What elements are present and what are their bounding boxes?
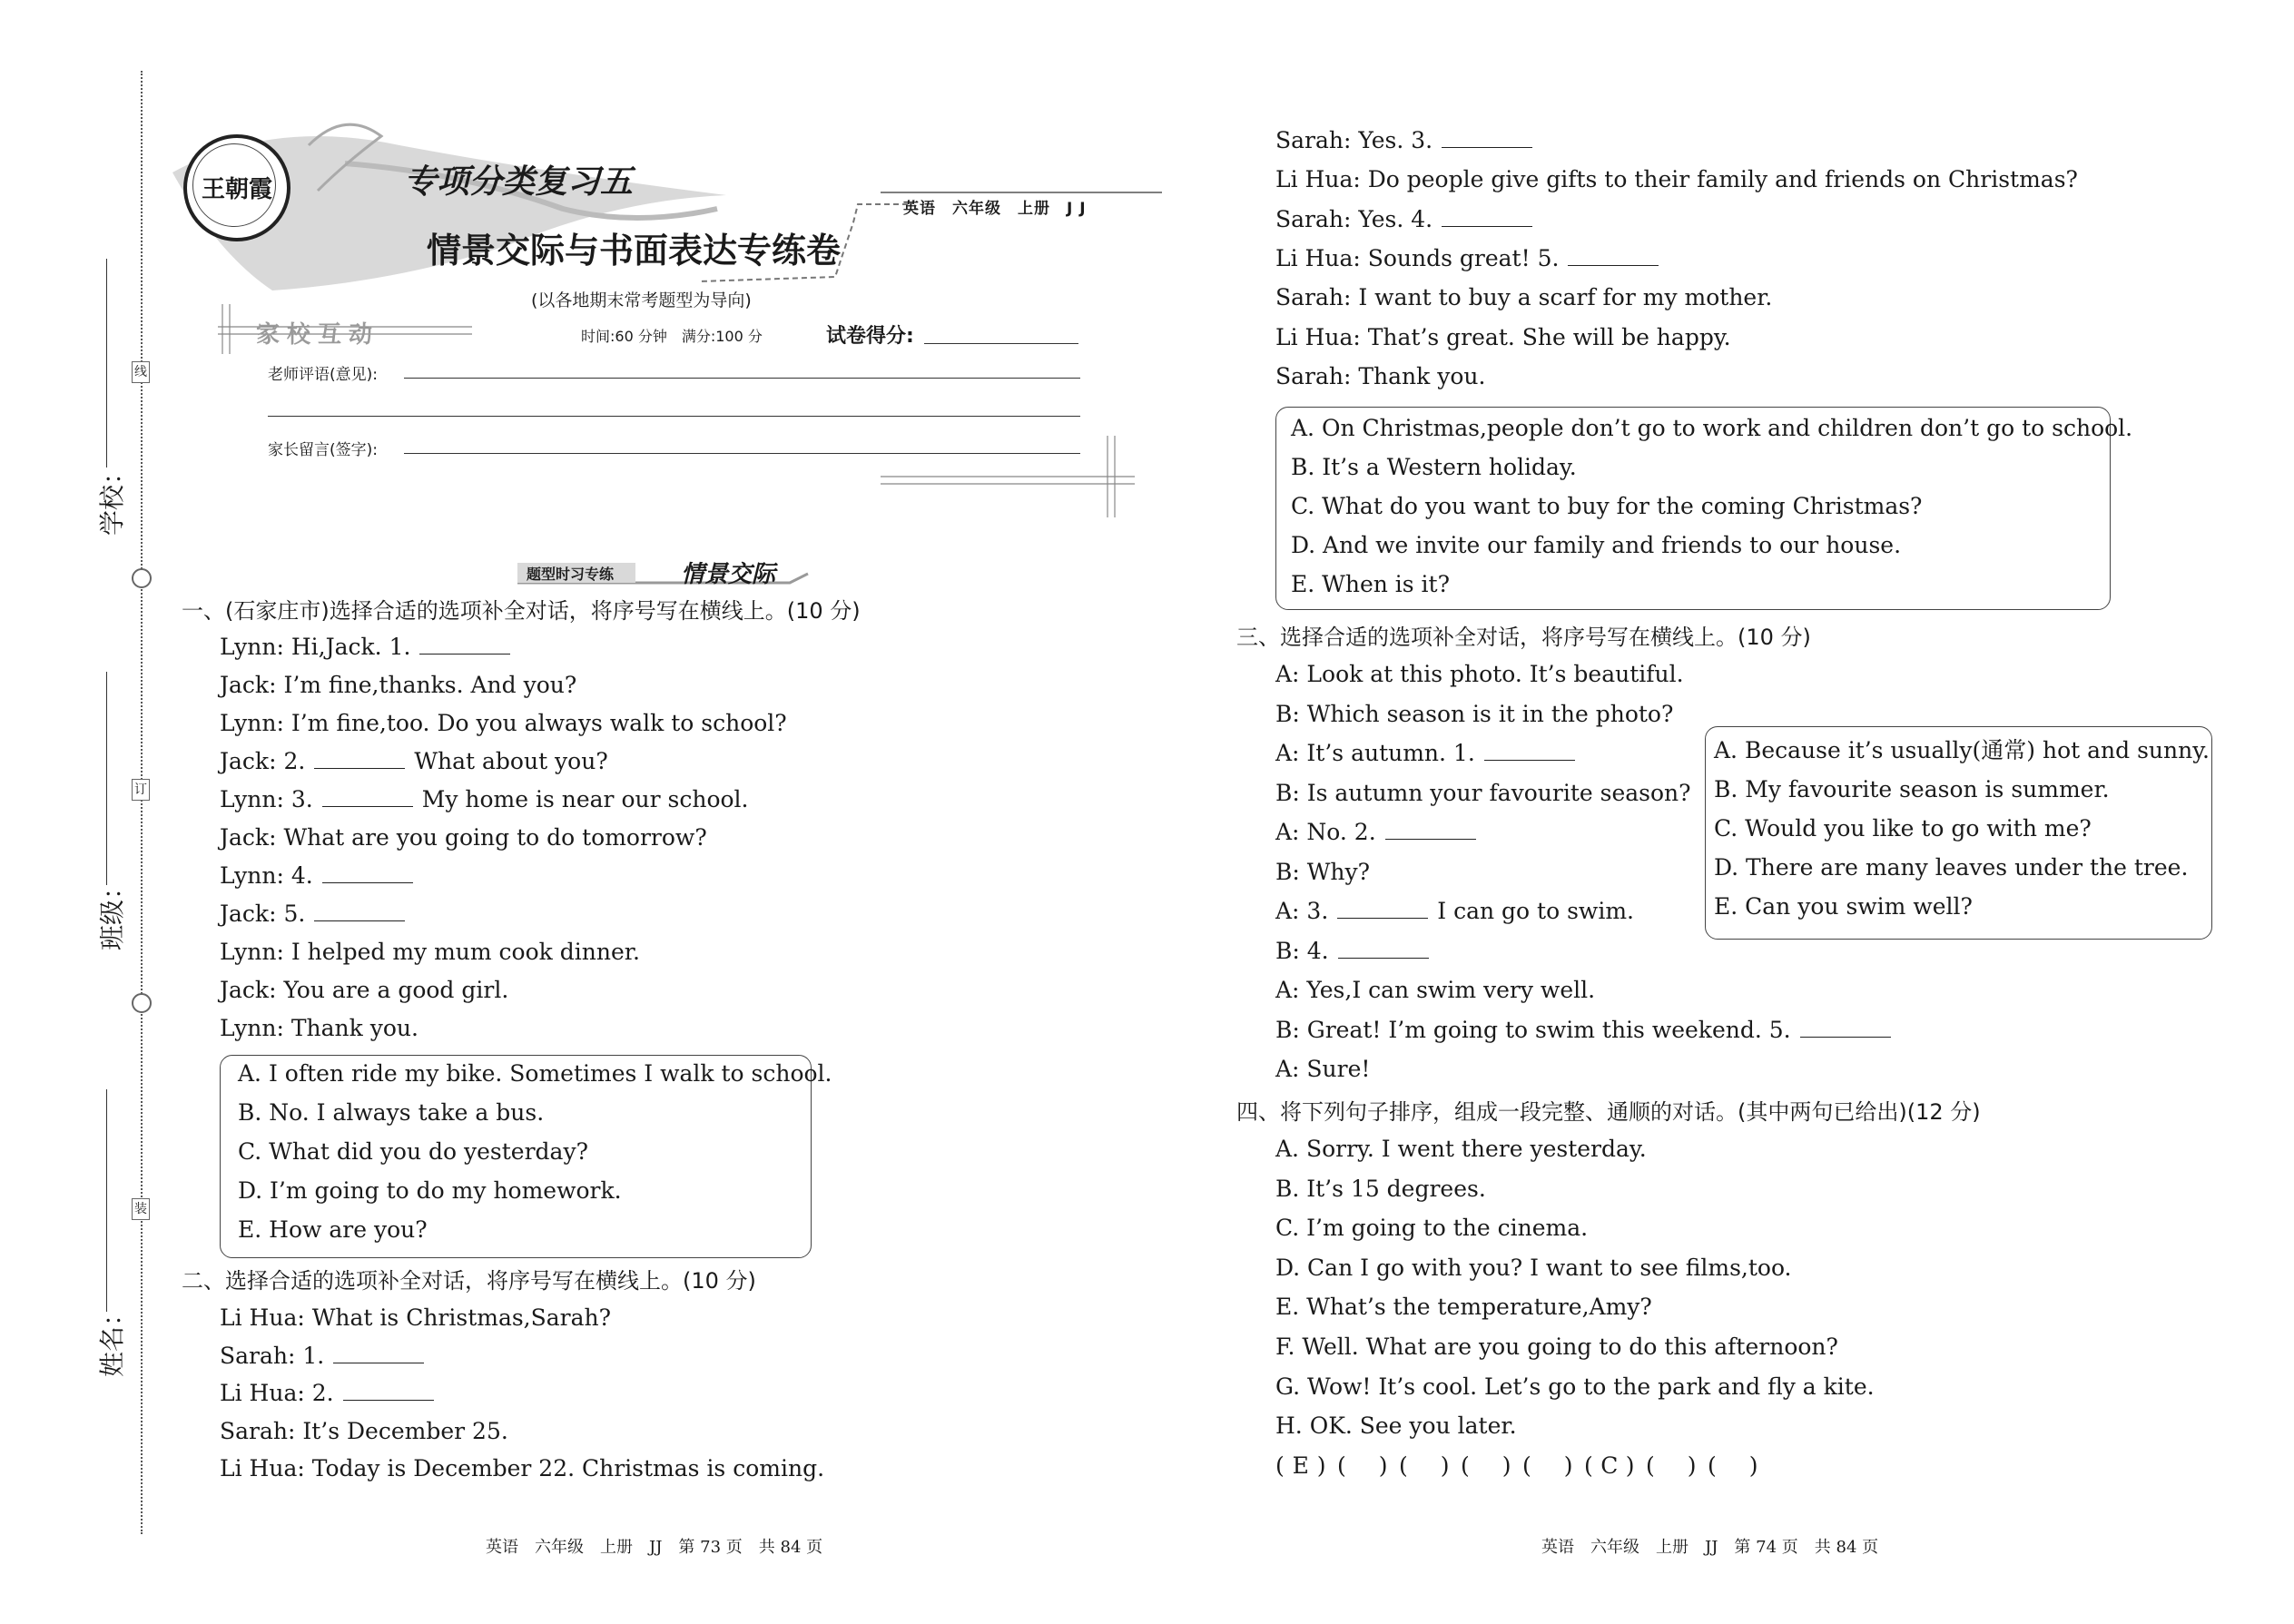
line-text: Li Hua: That’s great. She will be happy. xyxy=(1275,323,1731,350)
line-text-after: What about you? xyxy=(414,748,608,774)
binding-hole xyxy=(132,993,152,1013)
dialogue-line xyxy=(220,1015,418,1042)
paren-open: ( xyxy=(1275,1452,1285,1479)
score-label: 试卷得分: xyxy=(826,325,914,348)
banner-left: 题型时习专练 xyxy=(527,566,615,583)
dialogue-line xyxy=(220,1304,611,1332)
q1-heading: 一、(石家庄市)选择合适的选项补全对话，将序号写在横线上。(10 分) xyxy=(182,598,861,624)
paren-close: ) xyxy=(1563,1452,1573,1479)
q4-heading: 四、将下列句子排序，组成一段完整、通顺的对话。(其中两句已给出)(12 分) xyxy=(1236,1099,1981,1125)
line-text: A: Yes,I can swim very well. xyxy=(1275,977,1596,1003)
option-item: F. Well. What are you going to do this afternoon? xyxy=(1275,1334,1838,1360)
dialogue-line xyxy=(1275,324,1731,351)
answer-blank[interactable] xyxy=(419,634,510,655)
name-field[interactable] xyxy=(106,1089,107,1312)
order-slot[interactable] xyxy=(1522,1452,1584,1480)
paren-open: ( xyxy=(1522,1452,1531,1479)
line-text: Sarah: 1. xyxy=(220,1342,325,1369)
paren-close: ) xyxy=(1440,1452,1450,1479)
line-text: Jack: I’m fine,thanks. And you? xyxy=(220,672,577,698)
line-text: Sarah: Yes. 3. xyxy=(1275,127,1433,153)
answer-blank[interactable] xyxy=(1442,127,1532,148)
dialogue-line xyxy=(220,824,707,851)
answer-blank[interactable] xyxy=(1385,819,1476,840)
option-item: D. I’m going to do my homework. xyxy=(238,1177,622,1204)
option-item: B. No. I always take a bus. xyxy=(238,1099,545,1126)
order-value: E xyxy=(1292,1452,1309,1479)
dialogue-line xyxy=(1275,127,1541,154)
line-text-after: My home is near our school. xyxy=(421,786,749,812)
banner-right: 情景交际 xyxy=(681,561,776,588)
option-item: A. On Christmas,people don’t go to work and children don’t go to school. xyxy=(1291,415,2133,441)
dialogue-line xyxy=(1275,977,1595,1004)
answer-blank[interactable] xyxy=(314,901,405,921)
paren-open: ( xyxy=(1399,1452,1408,1479)
dialogue-line xyxy=(1275,740,1584,767)
option-item: H. OK. See you later. xyxy=(1275,1412,1517,1440)
answer-blank[interactable] xyxy=(314,748,405,769)
answer-blank[interactable] xyxy=(1337,898,1428,919)
answer-blank[interactable] xyxy=(333,1343,424,1363)
dialogue-line xyxy=(220,710,787,737)
dialogue-line xyxy=(220,634,519,661)
order-slot[interactable] xyxy=(1461,1452,1522,1480)
line-text: B: Is autumn your favourite season? xyxy=(1275,779,1691,806)
option-item: E. Can you swim well? xyxy=(1714,893,1973,920)
option-item: B. It’s a Western holiday. xyxy=(1291,454,1577,480)
line-text: Li Hua: 2. xyxy=(220,1380,334,1406)
option-item: A. Because it’s usually(通常) hot and sunny. xyxy=(1714,737,2210,763)
paren-open: ( xyxy=(1708,1452,1717,1479)
dialogue-line xyxy=(220,1455,824,1482)
dialogue-line xyxy=(220,786,748,813)
dialogue-line xyxy=(1275,859,1370,886)
seal-char-zhuang: 装 xyxy=(132,1198,150,1220)
line-text: Sarah: Yes. 4. xyxy=(1275,205,1433,232)
paren-open: ( xyxy=(1584,1452,1593,1479)
dialogue-line xyxy=(1275,819,1485,846)
dialogue-line xyxy=(1275,245,1668,272)
option-item: B. My favourite season is summer. xyxy=(1714,776,2110,802)
line-text: Li Hua: Do people give gifts to their family and friends on Christmas? xyxy=(1275,166,2078,193)
option-item: D. Can I go with you? I want to see films,too. xyxy=(1275,1254,1792,1281)
binding-dotted-line xyxy=(141,71,143,1534)
line-text: Jack: You are a good girl. xyxy=(220,977,509,1003)
footer-right: 英语 六年级 上册 JJ 第 74 页 共 84 页 xyxy=(1541,1538,1879,1557)
line-text: Lynn: Thank you. xyxy=(220,1015,418,1041)
option-item: C. Would you like to go with me? xyxy=(1714,815,2092,842)
line-text: A: No. 2. xyxy=(1275,819,1376,845)
dialogue-line xyxy=(1275,898,1634,925)
option-item: A. Sorry. I went there yesterday. xyxy=(1275,1136,1647,1162)
paren-close: ) xyxy=(1625,1452,1635,1479)
line-text: B: Why? xyxy=(1275,858,1371,885)
subtitle: (以各地期末常考题型为导向) xyxy=(531,290,752,310)
dialogue-line xyxy=(1275,363,1485,390)
paren-open: ( xyxy=(1337,1452,1346,1479)
order-slot[interactable] xyxy=(1584,1452,1646,1480)
line-text: Li Hua: Today is December 22. Christmas is coming. xyxy=(220,1455,825,1481)
dialogue-line xyxy=(1275,938,1438,965)
line-text: Li Hua: Sounds great! 5. xyxy=(1275,244,1560,271)
order-slot[interactable] xyxy=(1708,1452,1769,1480)
option-item: E. When is it? xyxy=(1291,571,1450,597)
option-item: E. What’s the temperature,Amy? xyxy=(1275,1294,1652,1321)
option-item: C. What do you want to buy for the coming Christmas? xyxy=(1291,493,1923,519)
dialogue-line xyxy=(220,1380,443,1407)
dialogue-line xyxy=(220,748,608,775)
line-text: B: Great! I’m going to swim this weekend. 5. xyxy=(1275,1016,1791,1043)
order-value: C xyxy=(1600,1452,1619,1479)
score-field[interactable] xyxy=(924,343,1078,344)
order-slot[interactable] xyxy=(1337,1452,1399,1480)
dialogue-line xyxy=(1275,284,1772,311)
line-text: A: Look at this photo. It’s beautiful. xyxy=(1275,661,1684,687)
paren-close: ) xyxy=(1748,1452,1758,1479)
line-text-after: I can go to swim. xyxy=(1437,898,1634,924)
book-tag: 英语 六年级 上册 J J xyxy=(903,200,1087,218)
dialogue-line xyxy=(220,939,640,966)
dialogue-line xyxy=(1275,166,2078,193)
line-text: Lynn: Hi,Jack. 1. xyxy=(220,634,411,660)
teacher-comment-label: 老师评语(意见): xyxy=(268,366,378,384)
line-text: Lynn: 4. xyxy=(220,862,313,889)
option-item: B. It’s 15 degrees. xyxy=(1275,1175,1486,1202)
line-text: B: Which season is it in the photo? xyxy=(1275,700,1674,727)
time-info: 时间:60 分钟 满分:100 分 xyxy=(581,328,763,345)
answer-blank[interactable] xyxy=(1800,1017,1891,1038)
dialogue-line xyxy=(1275,701,1673,728)
main-title: 情景交际与书面表达专练卷 xyxy=(427,230,842,271)
option-item: A. I often ride my bike. Sometimes I walk to school. xyxy=(238,1060,832,1087)
order-slot[interactable] xyxy=(1399,1452,1461,1480)
option-item: C. I’m going to the cinema. xyxy=(1275,1215,1589,1242)
answer-blank[interactable] xyxy=(1338,938,1429,959)
section-banner xyxy=(517,556,826,588)
line-text: A: Sure! xyxy=(1275,1056,1371,1082)
line-text: Lynn: 3. xyxy=(220,786,313,812)
dialogue-line xyxy=(220,901,414,928)
dialogue-line xyxy=(220,1418,508,1445)
answer-blank[interactable] xyxy=(1442,206,1532,227)
line-text: Lynn: I’m fine,too. Do you always walk to school? xyxy=(220,710,787,736)
paren-close: ) xyxy=(1501,1452,1511,1479)
paren-open: ( xyxy=(1461,1452,1470,1479)
publisher-logo xyxy=(183,134,290,241)
parent-comment-field[interactable] xyxy=(404,453,1080,454)
option-item: C. What did you do yesterday? xyxy=(238,1138,588,1165)
class-label: 班级： xyxy=(97,873,128,951)
dialogue-line xyxy=(220,1343,433,1370)
school-label: 学校： xyxy=(97,458,128,536)
dialogue-line xyxy=(1275,206,1541,233)
order-slot[interactable] xyxy=(1646,1452,1708,1480)
teacher-comment-field[interactable] xyxy=(404,378,1080,379)
option-item: E. How are you? xyxy=(238,1216,428,1243)
q2-heading: 二、选择合适的选项补全对话，将序号写在横线上。(10 分) xyxy=(182,1268,756,1294)
option-item: D. And we invite our family and friends to our house. xyxy=(1291,532,1902,558)
paren-open: ( xyxy=(1646,1452,1655,1479)
line-text: Sarah: I want to buy a scarf for my mother. xyxy=(1275,284,1773,311)
seal-char-xian: 线 xyxy=(132,361,150,383)
logo-text: 王朝霞 xyxy=(201,176,272,203)
line-text: Lynn: I helped my mum cook dinner. xyxy=(220,939,640,965)
q3-heading: 三、选择合适的选项补全对话，将序号写在横线上。(10 分) xyxy=(1236,625,1811,650)
line-text: Li Hua: What is Christmas,Sarah? xyxy=(220,1304,612,1331)
order-slot[interactable] xyxy=(1275,1452,1337,1480)
paren-close: ) xyxy=(1378,1452,1388,1479)
dialogue-line xyxy=(1275,1056,1370,1083)
option-item: D. There are many leaves under the tree. xyxy=(1714,854,2189,881)
binding-hole xyxy=(132,568,152,588)
dialogue-line xyxy=(220,862,422,890)
line-text: Jack: 2. xyxy=(220,748,306,774)
name-label: 姓名： xyxy=(97,1300,128,1378)
paren-close: ) xyxy=(1316,1452,1326,1479)
line-text: A: It’s autumn. 1. xyxy=(1275,740,1475,766)
school-field[interactable] xyxy=(106,259,107,468)
answer-blank[interactable] xyxy=(322,786,413,807)
home-school-tag: 家校互动 xyxy=(256,321,380,349)
line-text: Jack: 5. xyxy=(220,901,306,927)
dialogue-line xyxy=(220,977,508,1004)
paren-close: ) xyxy=(1687,1452,1697,1479)
line-text: B: 4. xyxy=(1275,937,1329,964)
answer-blank[interactable] xyxy=(1568,245,1659,266)
dialogue-line xyxy=(1275,661,1684,688)
dialogue-line xyxy=(1275,780,1691,807)
class-field[interactable] xyxy=(106,672,107,885)
answer-blank[interactable] xyxy=(343,1380,434,1401)
line-text: Sarah: Thank you. xyxy=(1275,362,1486,389)
footer-left: 英语 六年级 上册 JJ 第 73 页 共 84 页 xyxy=(486,1538,823,1557)
line-text: Jack: What are you going to do tomorrow? xyxy=(220,824,707,851)
answer-blank[interactable] xyxy=(322,862,413,883)
seal-char-ding: 订 xyxy=(132,779,150,801)
line-text: Sarah: It’s December 25. xyxy=(220,1417,508,1444)
answer-blank[interactable] xyxy=(1484,740,1575,761)
parent-comment-label: 家长留言(签字): xyxy=(268,441,378,459)
line-text: A: 3. xyxy=(1275,898,1329,924)
teacher-comment-field-2[interactable] xyxy=(268,416,1080,417)
series-title: 专项分类复习五 xyxy=(404,163,634,201)
dialogue-line xyxy=(1275,1017,1900,1044)
option-item: G. Wow! It’s cool. Let’s go to the park and fly a kite. xyxy=(1275,1373,1875,1400)
dialogue-line xyxy=(220,672,576,699)
